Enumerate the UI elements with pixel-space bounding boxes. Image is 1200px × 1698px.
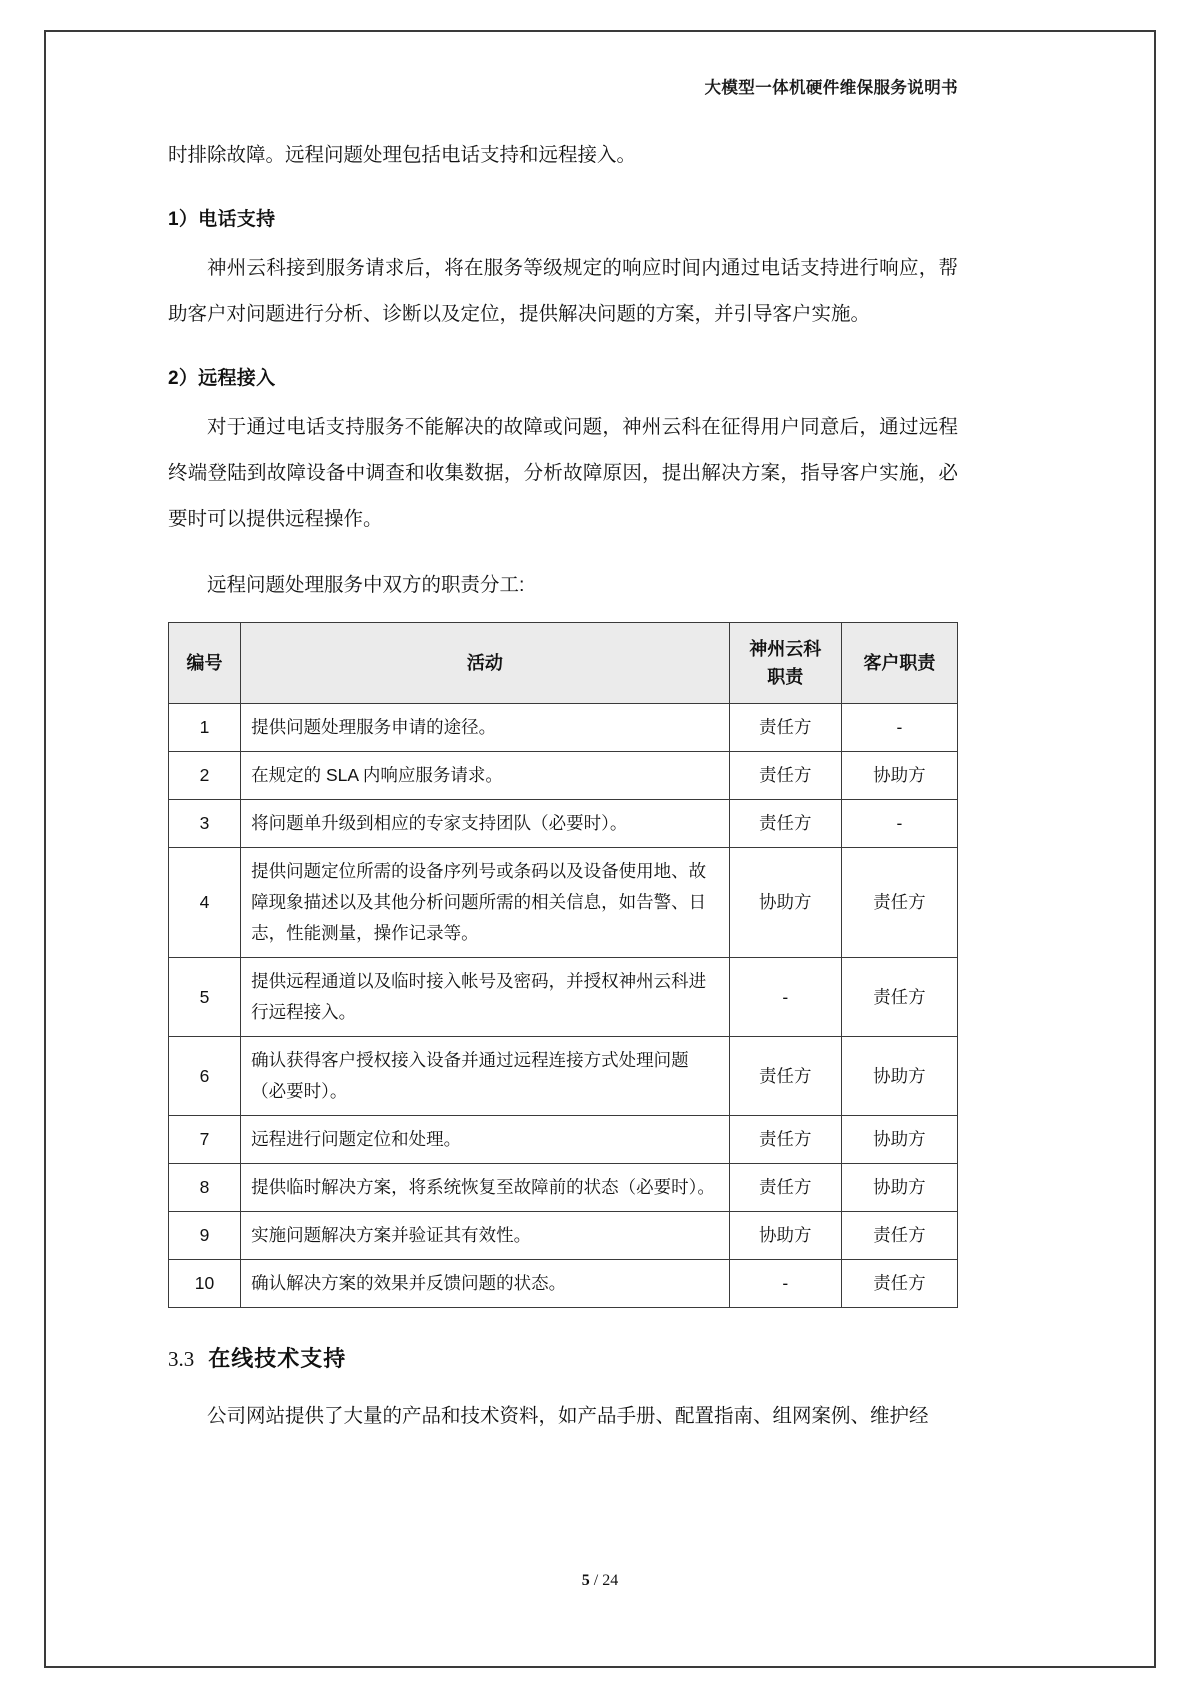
paragraph-phone-support: 神州云科接到服务请求后，将在服务等级规定的响应时间内通过电话支持进行响应，帮助客户对问题进行分析、诊断以及定位，提供解决问题的方案，并引导客户实施。 [168, 257, 958, 325]
table-row [169, 958, 958, 1037]
cell-no: 5 [169, 958, 241, 1037]
cell-activity: 提供问题定位所需的设备序列号或条码以及设备使用地、故障现象描述以及其他分析问题所需的相关信息，如告警、日志，性能测量，操作记录等。 [241, 848, 730, 958]
table-header-activity: 活动 [241, 623, 730, 704]
section-title: 在线技术支持 [208, 1346, 347, 1371]
table-row [169, 1260, 958, 1308]
list-item-number-1: 1） [168, 209, 199, 230]
spacer [168, 390, 958, 404]
table-header-row [169, 623, 958, 704]
cell-no: 8 [169, 1164, 241, 1212]
cell-activity: 提供临时解决方案，将系统恢复至故障前的状态（必要时）。 [241, 1164, 730, 1212]
cell-customer-role: 协助方 [841, 1164, 957, 1212]
cell-activity: 确认解决方案的效果并反馈问题的状态。 [241, 1260, 730, 1308]
cell-activity: 确认获得客户授权接入设备并通过远程连接方式处理问题（必要时）。 [241, 1037, 730, 1116]
table-header-no: 编号 [169, 623, 241, 704]
list-item-heading-1 [168, 204, 958, 231]
table-body [169, 704, 958, 1308]
footer-separator: / [593, 1572, 599, 1589]
cell-yunke-role: 责任方 [729, 1164, 841, 1212]
list-item-heading-2 [168, 363, 958, 390]
section-number: 3.3 [168, 1347, 195, 1371]
cell-customer-role: 责任方 [841, 958, 957, 1037]
cell-activity: 提供远程通道以及临时接入帐号及密码，并授权神州云科进行远程接入。 [241, 958, 730, 1037]
table-row [169, 1212, 958, 1260]
table-row [169, 800, 958, 848]
table-header-yunke-line2: 职责 [767, 667, 804, 687]
paragraph-remote-access: 对于通过电话支持服务不能解决的故障或问题，神州云科在征得用户同意后，通过远程终端登陆到故障设备中调查和收集数据，分析故障原因，提出解决方案，指导客户实施，必要时可以提供远程操作。 [168, 416, 958, 530]
table-header-yunke [729, 623, 841, 704]
table-row [169, 1037, 958, 1116]
cell-no: 4 [169, 848, 241, 958]
paragraph-online-support: 公司网站提供了大量的产品和技术资料，如产品手册、配置指南、组网案例、维护经 [207, 1405, 929, 1427]
cell-customer-role: 责任方 [841, 848, 957, 958]
cell-yunke-role: 责任方 [729, 800, 841, 848]
page-footer [0, 1572, 1200, 1590]
table-intro-paragraph: 远程问题处理服务中双方的职责分工: [207, 574, 525, 596]
cell-activity: 将问题单升级到相应的专家支持团队（必要时）。 [241, 800, 730, 848]
footer-current-page: 5 [581, 1572, 590, 1589]
list-item-title-1: 电话支持 [198, 209, 276, 230]
cell-customer-role: - [841, 704, 957, 752]
table-row [169, 1164, 958, 1212]
cell-yunke-role: 责任方 [729, 752, 841, 800]
cell-yunke-role: 责任方 [729, 1116, 841, 1164]
cell-activity: 提供问题处理服务申请的途径。 [241, 704, 730, 752]
spacer [168, 1308, 958, 1342]
cell-no: 3 [169, 800, 241, 848]
table-row [169, 1116, 958, 1164]
section-heading-3-3 [168, 1342, 958, 1373]
cell-customer-role: - [841, 800, 957, 848]
cell-customer-role: 责任方 [841, 1212, 957, 1260]
spacer [168, 178, 958, 204]
cell-no: 10 [169, 1260, 241, 1308]
cell-no: 2 [169, 752, 241, 800]
continuation-paragraph: 时排除故障。远程问题处理包括电话支持和远程接入。 [168, 144, 637, 166]
cell-activity: 实施问题解决方案并验证其有效性。 [241, 1212, 730, 1260]
cell-customer-role: 协助方 [841, 1116, 957, 1164]
table-row [169, 752, 958, 800]
spacer [168, 1373, 958, 1393]
table-header-yunke-line1: 神州云科 [749, 639, 822, 659]
cell-yunke-role: 协助方 [729, 848, 841, 958]
cell-no: 9 [169, 1212, 241, 1260]
page-content [168, 74, 958, 1439]
cell-no: 7 [169, 1116, 241, 1164]
responsibility-table [168, 622, 958, 1308]
cell-no: 6 [169, 1037, 241, 1116]
spacer [168, 231, 958, 245]
cell-yunke-role: 责任方 [729, 704, 841, 752]
cell-customer-role: 协助方 [841, 1037, 957, 1116]
cell-customer-role: 协助方 [841, 752, 957, 800]
table-row [169, 848, 958, 958]
cell-activity: 在规定的 SLA 内响应服务请求。 [241, 752, 730, 800]
table-header [169, 623, 958, 704]
spacer [168, 337, 958, 363]
cell-yunke-role: - [729, 1260, 841, 1308]
cell-yunke-role: 责任方 [729, 1037, 841, 1116]
cell-activity: 远程进行问题定位和处理。 [241, 1116, 730, 1164]
cell-no: 1 [169, 704, 241, 752]
table-header-customer: 客户职责 [841, 623, 957, 704]
spacer [168, 542, 958, 562]
table-row [169, 704, 958, 752]
cell-yunke-role: 协助方 [729, 1212, 841, 1260]
spacer [168, 608, 958, 622]
page-header: 大模型一体机硬件维保服务说明书 [704, 79, 958, 97]
footer-total-pages: 24 [602, 1572, 619, 1589]
list-item-title-2: 远程接入 [198, 368, 276, 389]
cell-yunke-role: - [729, 958, 841, 1037]
list-item-number-2: 2） [168, 368, 199, 389]
cell-customer-role: 责任方 [841, 1260, 957, 1308]
